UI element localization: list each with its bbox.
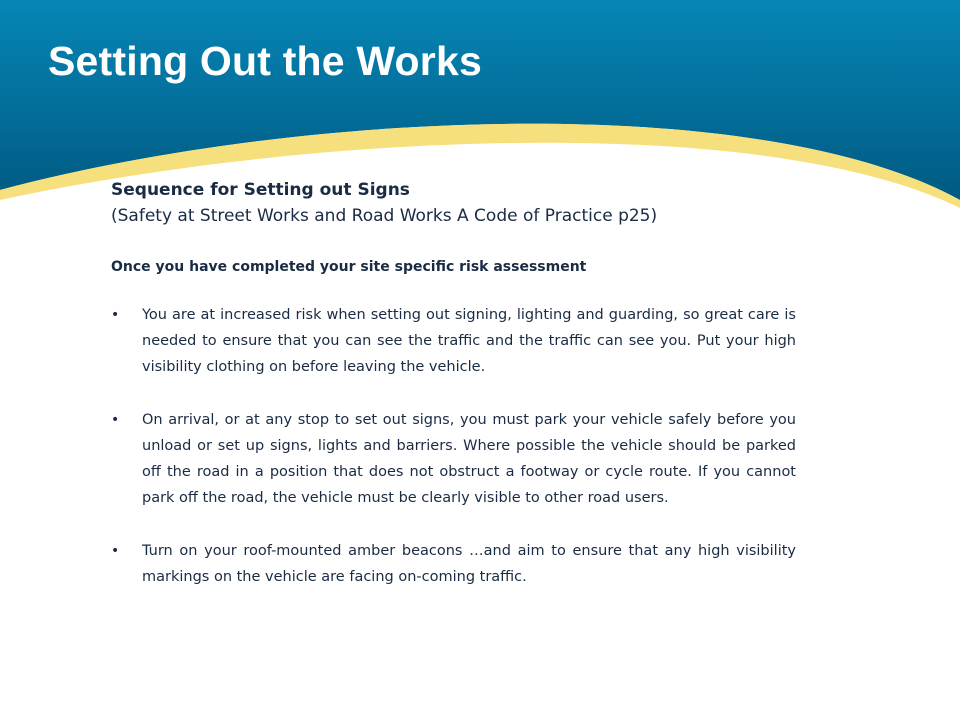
slide-title: Setting Out the Works <box>48 38 482 84</box>
bullet-item <box>111 538 796 590</box>
bullet-marker: • <box>111 307 120 323</box>
bullet-list <box>111 302 796 590</box>
slide-body <box>111 178 796 617</box>
section-heading: Sequence for Setting out Signs <box>111 180 410 200</box>
intro-text: Once you have completed your site specific risk assessment <box>111 259 587 275</box>
bullet-text: You are at increased risk when setting out signing, lighting and guarding, so great care is needed to ensure that you can see the traffic and the traffic can see you. Put your high visibility clothing on before leaving the vehicle. <box>142 307 796 375</box>
bullet-text: Turn on your roof-mounted amber beacons …and aim to ensure that any high visibility markings on the vehicle are facing on-coming traffic. <box>142 543 796 585</box>
bullet-marker: • <box>111 412 120 428</box>
bullet-text: On arrival, or at any stop to set out signs, you must park your vehicle safely before you unload or set up signs, lights and barriers. Where possible the vehicle should be parked off the road in a position that does not obstruct a footway or cycle route. If you cannot park off the road, the vehicle must be clearly visible to other road users. <box>142 412 796 506</box>
bullet-marker: • <box>111 543 120 559</box>
section-subheading: (Safety at Street Works and Road Works A Code of Practice p25) <box>111 206 658 226</box>
bullet-item <box>111 302 796 380</box>
bullet-item <box>111 407 796 511</box>
